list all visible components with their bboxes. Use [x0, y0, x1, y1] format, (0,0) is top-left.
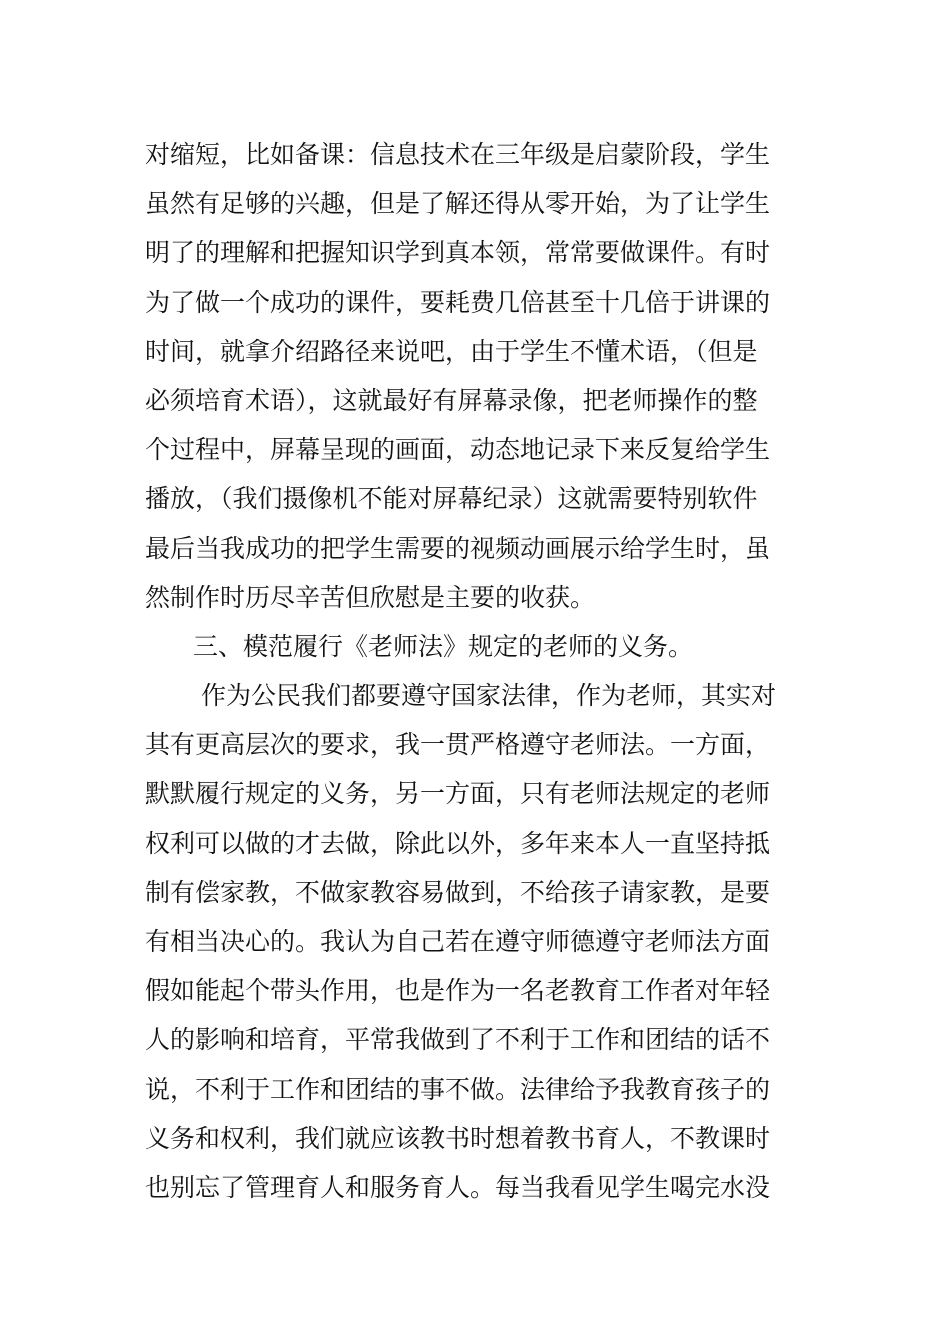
body-text-line: 默默履行规定的义务，另一方面，只有老师法规定的老师: [145, 779, 771, 809]
paragraph-first-line: 作为公民我们都要遵守国家法律，作为老师，其实对: [201, 681, 777, 711]
body-text-line: 制有偿家教，不做家教容易做到，不给孩子请家教，是要: [145, 877, 771, 907]
body-text-line: 必须培育术语），这就最好有屏幕录像，把老师操作的整: [145, 385, 758, 415]
body-text-line: 最后当我成功的把学生需要的视频动画展示给学生时，虽: [145, 533, 771, 563]
body-text-line: 有相当决心的。我认为自己若在遵守师德遵守老师法方面: [145, 927, 771, 956]
body-text-line: 为了做一个成功的课件，要耗费几倍甚至十几倍于讲课的: [145, 287, 771, 317]
body-text-line: 播放，（我们摄像机不能对屏幕纪录）这就需要特别软件: [145, 484, 758, 514]
body-text-line: 权利可以做的才去做，除此以外，多年来本人一直坚持抵: [145, 828, 771, 858]
body-text-line: 对缩短，比如备课：信息技术在三年级是启蒙阶段，学生: [145, 140, 771, 169]
body-text-line: 义务和权利，我们就应该教书时想着教书育人，不教课时: [145, 1123, 771, 1153]
body-text-line: 其有更高层次的要求，我一贯严格遵守老师法。一方面，: [145, 730, 771, 760]
body-text-line: 时间，就拿介绍路径来说吧，由于学生不懂术语，（但是: [145, 336, 758, 366]
body-text-line: 说，不利于工作和团结的事不做。法律给予我教育孩子的: [145, 1074, 771, 1104]
body-text-line: 假如能起个带头作用，也是作为一名老教育工作者对年轻: [145, 976, 771, 1006]
section-heading: 三、模范履行《老师法》规定的老师的义务。: [193, 631, 694, 661]
body-text-line: 人的影响和培育，平常我做到了不利于工作和团结的话不: [145, 1025, 771, 1055]
document-body: [145, 130, 810, 1212]
body-text-line: 然制作时历尽辛苦但欣慰是主要的收获。: [145, 582, 596, 612]
body-text-line: 也别忘了管理育人和服务育人。每当我看见学生喝完水没: [145, 1172, 771, 1202]
body-text-line: 虽然有足够的兴趣，但是了解还得从零开始，为了让学生: [145, 189, 771, 219]
body-text-line: 个过程中，屏幕呈现的画面，动态地记录下来反复给学生: [145, 435, 771, 465]
body-text-line: 明了的理解和把握知识学到真本领，常常要做课件。有时: [145, 238, 771, 268]
